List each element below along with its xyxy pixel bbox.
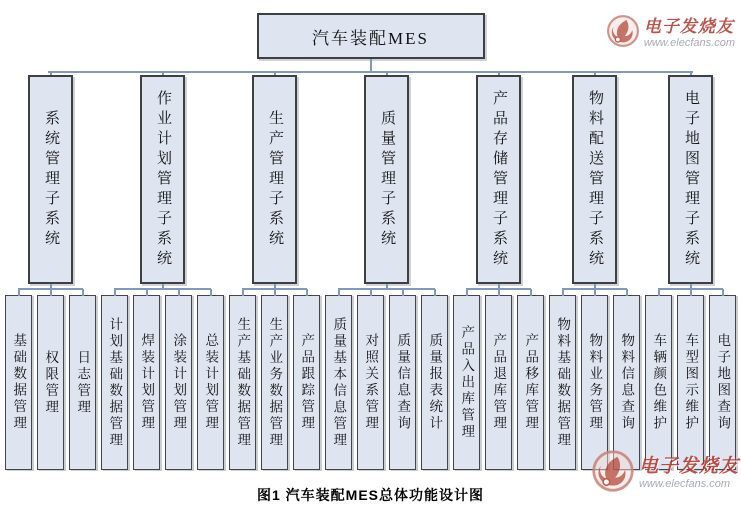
watermark-text-group	[644, 18, 735, 49]
module-label: 产品移库管理	[523, 333, 539, 432]
subsystem-label: 电子地图管理子系统	[683, 89, 699, 270]
module-node	[37, 295, 64, 470]
subsystem-node	[28, 75, 73, 284]
module-label: 产品跟踪管理	[299, 333, 315, 432]
module-node	[261, 295, 288, 470]
module-group	[645, 288, 736, 470]
module-node	[165, 295, 192, 470]
column-electronic-map	[645, 71, 736, 470]
module-label: 产品入出库管理	[459, 324, 475, 441]
subsystem-label: 物料配送管理子系统	[587, 89, 603, 270]
module-label: 物料业务管理	[587, 333, 603, 432]
subsystem-label: 质量管理子系统	[379, 109, 395, 250]
subsystem-node	[364, 75, 409, 284]
module-label: 质量报表统计	[427, 333, 443, 432]
module-label: 基础数据管理	[11, 333, 27, 432]
module-node	[389, 295, 416, 470]
module-group	[549, 288, 640, 470]
connector-root-stub	[370, 59, 372, 71]
module-node	[325, 295, 352, 470]
module-label: 产品退库管理	[491, 333, 507, 432]
module-node	[613, 295, 640, 470]
column-system-management	[5, 71, 96, 470]
subsystem-label: 生产管理子系统	[267, 109, 283, 250]
column-production-management	[229, 71, 320, 470]
module-label: 总装计划管理	[203, 333, 219, 432]
module-node	[517, 295, 544, 470]
subsystem-node	[252, 75, 297, 284]
module-node	[357, 295, 384, 470]
module-node	[485, 295, 512, 470]
module-label: 焊装计划管理	[139, 333, 155, 432]
module-group	[453, 288, 544, 470]
module-group	[5, 288, 96, 470]
module-label: 电子地图查询	[715, 333, 731, 432]
module-node	[677, 295, 704, 470]
column-product-storage	[453, 71, 544, 470]
root-node	[257, 13, 485, 59]
module-group	[325, 288, 448, 470]
module-group	[101, 288, 224, 470]
module-node	[549, 295, 576, 470]
watermark-brand: 电子发烧友	[638, 456, 739, 477]
subsystem-label: 系统管理子系统	[43, 109, 59, 250]
subsystem-label: 产品存储管理子系统	[491, 89, 507, 270]
watermark-url: www.elecfans.com	[643, 36, 735, 49]
module-node	[197, 295, 224, 470]
module-label: 车型图示维护	[683, 333, 699, 432]
module-label: 对照关系管理	[363, 333, 379, 432]
module-label: 车辆颜色维护	[651, 333, 667, 432]
module-node	[5, 295, 32, 470]
module-node	[421, 295, 448, 470]
watermark-brand: 电子发烧友	[643, 17, 734, 37]
subsystem-node	[476, 75, 521, 284]
module-node	[229, 295, 256, 470]
column-quality-management	[325, 71, 448, 470]
module-node	[581, 295, 608, 470]
module-label: 物料信息查询	[619, 333, 635, 432]
module-node	[101, 295, 128, 470]
module-group	[229, 288, 320, 470]
column-material-delivery	[549, 71, 640, 470]
elecfans-logo-icon	[606, 14, 640, 53]
watermark-url: www.elecfans.com	[638, 477, 731, 490]
watermark-top-right	[606, 14, 735, 53]
module-node	[645, 295, 672, 470]
figure-caption: 图1 汽车装配MES总体功能设计图	[256, 487, 484, 503]
root-node-label: 汽车装配MES	[312, 28, 429, 48]
module-label: 涂装计划管理	[171, 333, 187, 432]
column-job-planning	[101, 71, 224, 470]
module-label: 日志管理	[75, 349, 91, 416]
subsystem-row	[0, 71, 741, 470]
module-label: 物料基础数据管理	[555, 316, 571, 449]
module-node	[133, 295, 160, 470]
module-label: 计划基础数据管理	[107, 316, 123, 449]
module-label: 权限管理	[43, 349, 59, 416]
module-node	[69, 295, 96, 470]
subsystem-node	[572, 75, 617, 284]
module-node	[453, 295, 480, 470]
module-label: 质量信息查询	[395, 333, 411, 432]
module-label: 生产业务数据管理	[267, 316, 283, 449]
module-label: 质量基本信息管理	[331, 316, 347, 449]
subsystem-node	[668, 75, 713, 284]
module-label: 生产基础数据管理	[235, 316, 251, 449]
subsystem-label: 作业计划管理子系统	[155, 89, 171, 270]
module-node	[293, 295, 320, 470]
module-node	[709, 295, 736, 470]
subsystem-node	[140, 75, 185, 284]
